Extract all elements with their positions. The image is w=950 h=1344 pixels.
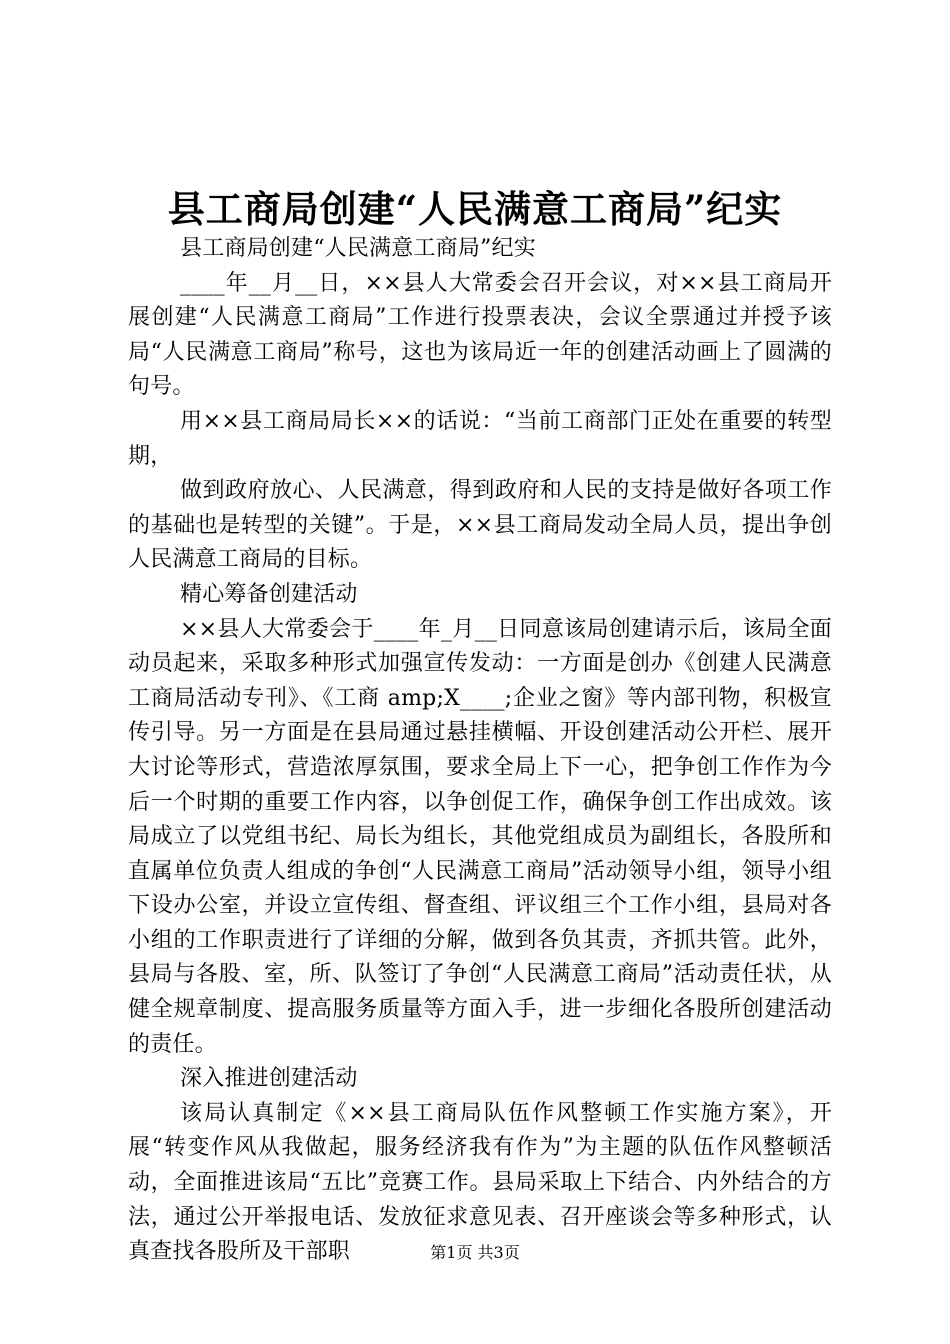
paragraph-quote-end: 做到政府放心、人民满意，得到政府和人民的支持是做好各项工作的基础也是转型的关键”。于是，××县工商局发动全局人员，提出争创人民满意工商局的目标。	[128, 478, 832, 573]
section-heading-preparation: 精心筹备创建活动	[180, 581, 358, 607]
paragraph-subtitle: 县工商局创建“人民满意工商局”纪实	[180, 236, 536, 261]
paragraph-intro: ____年__月__日，××县人大常委会召开会议，对××县工商局开展创建“人民满意工商局”工作进行投票表决，会议全票通过并授予该局“人民满意工商局”称号，这也为该局近一年的创建活动画上了圆满的句号。	[128, 270, 832, 400]
document-title: 县工商局创建“人民满意工商局”纪实	[167, 187, 783, 231]
paragraph-advancement: 该局认真制定《××县工商局队伍作风整顿工作实施方案》，开展“转变作风从我做起，服务经济我有作为”为主题的队伍作风整顿活动，全面推进该局“五比”竞赛工作。县局采取上下结合、内外结合的方法，通过公开举报电话、发放征求意见表、召开座谈会等多种形式，认真查找各股所及干部职	[128, 1100, 832, 1265]
section-heading-advancement: 深入推进创建活动	[180, 1066, 358, 1092]
paragraph-quote-start: 用××县工商局局长××的话说：“当前工商部门正处在重要的转型期，	[128, 408, 832, 469]
paragraph-preparation: ××县人大常委会于____年_月__日同意该局创建请示后，该局全面动员起来，采取多种形式加强宣传发动：一方面是创办《创建人民满意工商局活动专刊》、《工商 amp;X____;企业之窗》等内部刊物，积极宣传引导。另一方面是在县局通过悬挂横幅、开设创建活动公开栏、展开大讨论等形式，营造浓厚氛围，要求全局上下一心，把争创工作作为今后一个时期的重要工作内容，以争创促工作，确保争创工作出成效。该局成立了以党组书纪、局长为组长，其他党组成员为副组长，各股所和直属单位负责人组成的争创“人民满意工商局”活动领导小组，领导小组下设办公室，并设立宣传组、督查组、评议组三个工作小组，县局对各小组的工作职责进行了详细的分解，做到各负其责，齐抓共管。此外，县局与各股、室，所、队签订了争创“人民满意工商局”活动责任状，从健全规章制度、提高服务质量等方面入手，进一步细化各股所创建活动的责任。	[128, 616, 832, 1057]
document-body	[128, 232, 832, 1270]
page-number-footer: 第1页 共3页	[430, 1243, 520, 1262]
